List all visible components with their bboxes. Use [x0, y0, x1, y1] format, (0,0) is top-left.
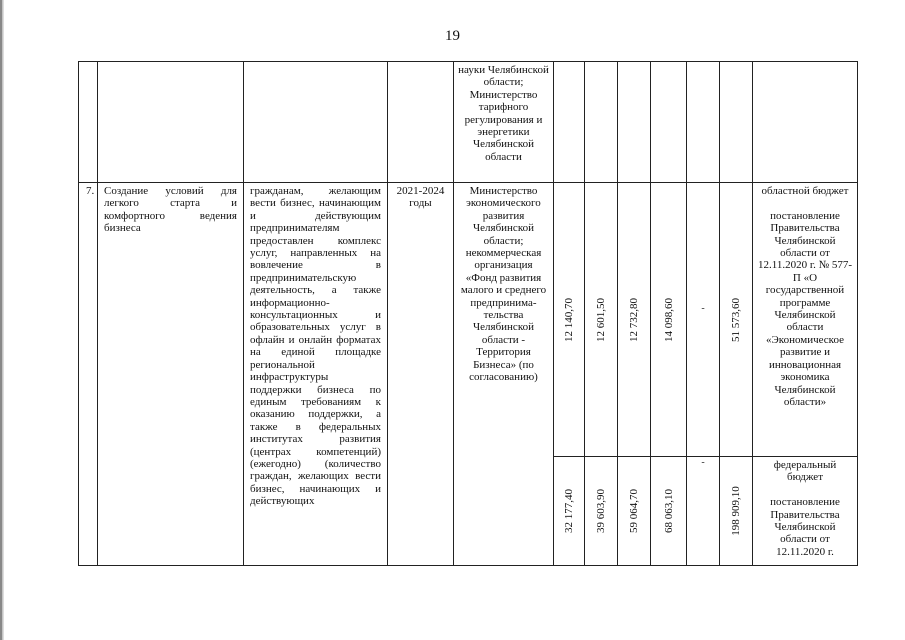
cell-2022-empty [585, 62, 618, 183]
cell-2025-empty [687, 62, 720, 183]
cell-federal-2022 [585, 457, 618, 566]
federal-2023-value: 59 064,70 [627, 489, 640, 533]
cell-item-number: 7. [79, 183, 98, 566]
cell-regional-2022 [585, 183, 618, 457]
cell-name-empty [98, 62, 244, 183]
federal-2024-value: 68 063,10 [662, 489, 675, 533]
page-number: 19 [445, 28, 460, 44]
cell-period-empty [388, 62, 454, 183]
cell-executor-continuation: науки Челябинской области; Министерство тарифного регулирования и энергетики Челябинской области [454, 62, 554, 183]
federal-2025-dash: - [701, 457, 705, 469]
cell-federal-2021 [554, 457, 585, 566]
cell-federal-2025 [687, 457, 720, 566]
cell-source-empty [753, 62, 858, 183]
cell-result-empty [244, 62, 388, 183]
federal-2021-value: 32 177,40 [562, 489, 575, 533]
cell-regional-total [720, 183, 753, 457]
cell-num-empty [79, 62, 98, 183]
regional-2025-dash: - [701, 302, 705, 314]
cell-period: 2021-2024 годы [388, 183, 454, 566]
cell-regional-source: областной бюджет постановление Правительства Челябинской области от 12.11.2020 г. № 577-П «О государственной программе Челябинской области «Экономическое развитие и инновационная экономика Челябинской области» [753, 183, 858, 457]
cell-executor: Министерство экономического развития Челябинской области; некоммерческая организация «Фонд развития малого и среднего предпринима-тельства Челябинской области - Территория Бизнеса» (по согласованию) [454, 183, 554, 566]
cell-federal-2023 [618, 457, 651, 566]
cell-2023-empty [618, 62, 651, 183]
cell-federal-total [720, 457, 753, 566]
federal-total-value: 198 909,10 [729, 486, 742, 536]
cell-expected-result: гражданам, желающим вести бизнес, начинающим и действующим предпринимателям предоставлен комплекс услуг, направленных на вовлечение в предпринимательскую деятельность, а также информационно-консультационных и образовательных услуг в офлайн и онлайн форматах на единой площадке региональной инфраструктуры поддержки бизнеса по единым требованиям к оказанию поддержки, а также в федеральных институтах развития (центрах компетенций) (ежегодно) (количество граждан, желающих вести бизнес, начинающих и действующих [244, 183, 388, 566]
regional-2021-value: 12 140,70 [562, 297, 575, 342]
cell-federal-2024 [651, 457, 687, 566]
cell-2024-empty [651, 62, 687, 183]
cell-total-empty [720, 62, 753, 183]
federal-2022-value: 39 603,90 [594, 489, 607, 533]
cell-regional-2021 [554, 183, 585, 457]
cell-regional-2025 [687, 183, 720, 457]
program-table [78, 61, 858, 566]
table-row-continuation [79, 62, 858, 183]
cell-measure-name: Создание условий для легкого старта и комфортного ведения бизнеса [98, 183, 244, 566]
cell-regional-2024 [651, 183, 687, 457]
regional-2024-value: 14 098,60 [662, 297, 675, 342]
regional-2022-value: 12 601,50 [594, 297, 607, 342]
table-row-item7-regional [79, 183, 858, 457]
cell-federal-source: федеральный бюджет постановление Правительства Челябинской области от 12.11.2020 г. [753, 457, 858, 566]
cell-regional-2023 [618, 183, 651, 457]
scan-edge [0, 0, 4, 640]
regional-2023-value: 12 732,80 [627, 297, 640, 342]
cell-2021-empty [554, 62, 585, 183]
regional-total-value: 51 573,60 [729, 297, 742, 342]
